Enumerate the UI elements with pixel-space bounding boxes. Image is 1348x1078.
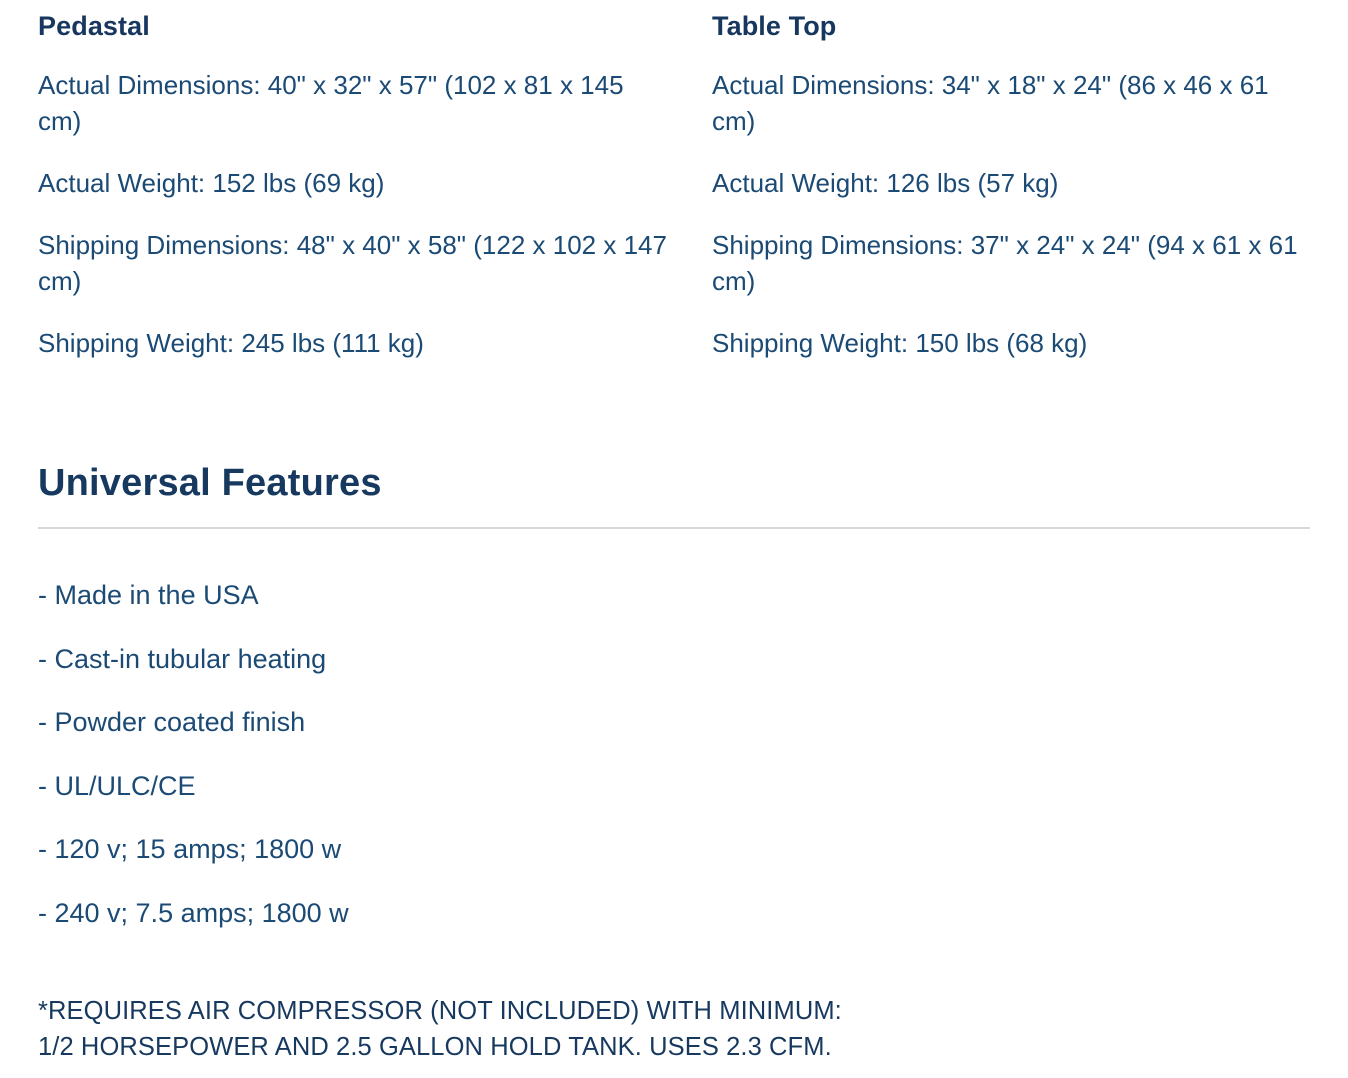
spec-shipping-dimensions: Shipping Dimensions: 48" x 40" x 58" (122 x 102 x 147 cm) (38, 230, 667, 296)
spec-actual-weight: Actual Weight: 126 lbs (57 kg) (712, 168, 1059, 199)
air-compressor-note (38, 993, 1310, 1065)
spec-actual-weight: Actual Weight: 152 lbs (69 kg) (38, 168, 385, 199)
spec-column-table-top (674, 10, 1310, 378)
spec-shipping-dimensions: Shipping Dimensions: 37" x 24" x 24" (94 x 61 x 61 cm) (712, 230, 1298, 296)
section-divider (38, 527, 1310, 529)
specifications-grid (0, 0, 1348, 378)
list-item: - Made in the USA (38, 580, 259, 611)
spec-shipping-weight: Shipping Weight: 150 lbs (68 kg) (712, 327, 1088, 358)
spec-column-title: Pedastal (38, 11, 150, 41)
spec-column-pedastal (38, 10, 674, 378)
list-item: - UL/ULC/CE (38, 770, 196, 801)
universal-features-list (38, 577, 1310, 931)
list-item: - Powder coated finish (38, 707, 306, 738)
list-item: - 240 v; 7.5 amps; 1800 w (38, 897, 349, 928)
spec-actual-dimensions: Actual Dimensions: 34" x 18" x 24" (86 x 46 x 61 cm) (712, 70, 1269, 137)
note-line-2: 1/2 HORSEPOWER AND 2.5 GALLON HOLD TANK. USES 2.3 CFM. (38, 1033, 832, 1062)
spec-column-title: Table Top (712, 11, 837, 41)
list-item: - Cast-in tubular heating (38, 643, 327, 674)
spec-shipping-weight: Shipping Weight: 245 lbs (111 kg) (38, 327, 424, 358)
list-item: - 120 v; 15 amps; 1800 w (38, 834, 342, 865)
spec-actual-dimensions: Actual Dimensions: 40" x 32" x 57" (102 x 81 x 145 cm) (38, 70, 624, 137)
note-line-1: *REQUIRES AIR COMPRESSOR (NOT INCLUDED) WITH MINIMUM: (38, 996, 842, 1025)
section-heading: Universal Features (38, 461, 382, 504)
universal-features-section (0, 462, 1348, 1066)
